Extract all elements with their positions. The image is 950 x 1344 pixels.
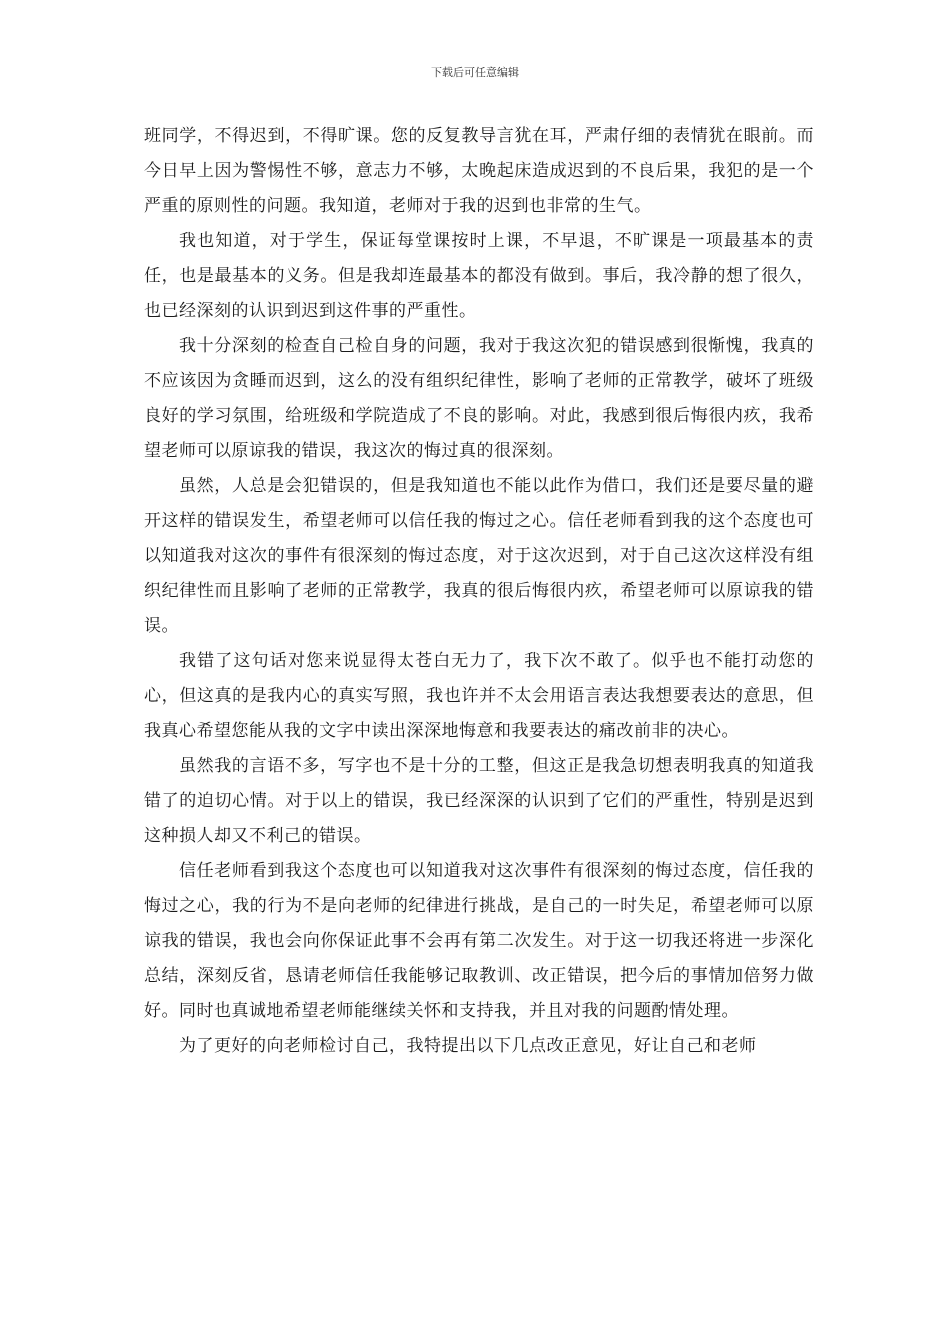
page-header: 下载后可任意编辑 [431,66,519,79]
paragraph: 我也知道，对于学生，保证每堂课按时上课，不早退，不旷课是一项最基本的责任，也是最基本的义务。但是我却连最基本的都没有做到。事后，我冷静的想了很久，也已经深刻的认识到迟到这件事的严重性。 [144,231,814,321]
paragraph: 虽然我的言语不多，写字也不是十分的工整，但这正是我急切想表明我真的知道我错了的迫切心情。对于以上的错误，我已经深深的认识到了它们的严重性，特别是迟到这种损人却又不利己的错误。 [144,756,814,846]
document-body [144,119,814,1064]
paragraph: 为了更好的向老师检讨自己，我特提出以下几点改正意见，好让自己和老师 [179,1036,757,1056]
paragraph: 虽然，人总是会犯错误的，但是我知道也不能以此作为借口，我们还是要尽量的避开这样的错误发生，希望老师可以信任我的悔过之心。信任老师看到我的这个态度也可以知道我对这次的事件有很深刻的悔过态度，对于这次迟到，对于自己这次这样没有组织纪律性而且影响了老师的正常教学，我真的很后悔很内疚，希望老师可以原谅我的错误。 [144,476,814,636]
paragraph-continuation: 班同学，不得迟到，不得旷课。您的反复教导言犹在耳，严肃仔细的表情犹在眼前。而今日早上因为警惕性不够，意志力不够，太晚起床造成迟到的不良后果，我犯的是一个严重的原则性的问题。我知道，老师对于我的迟到也非常的生气。 [144,126,814,216]
paragraph: 我错了这句话对您来说显得太苍白无力了，我下次不敢了。似乎也不能打动您的心，但这真的是我内心的真实写照，我也许并不太会用语言表达我想要表达的意思，但我真心希望您能从我的文字中读出深深地悔意和我要表达的痛改前非的决心。 [144,651,814,741]
paragraph: 我十分深刻的检查自己检自身的问题，我对于我这次犯的错误感到很惭愧，我真的不应该因为贪睡而迟到，这么的没有组织纪律性，影响了老师的正常教学，破坏了班级良好的学习氛围，给班级和学院造成了不良的影响。对此，我感到很后悔很内疚，我希望老师可以原谅我的错误，我这次的悔过真的很深刻。 [144,336,814,461]
paragraph: 信任老师看到我这个态度也可以知道我对这次事件有很深刻的悔过态度，信任我的悔过之心，我的行为不是向老师的纪律进行挑战，是自己的一时失足，希望老师可以原谅我的错误，我也会向你保证此事不会再有第二次发生。对于这一切我还将进一步深化总结，深刻反省，恳请老师信任我能够记取教训、改正错误，把今后的事情加倍努力做好。同时也真诚地希望老师能继续关怀和支持我，并且对我的问题酌情处理。 [144,861,814,1021]
